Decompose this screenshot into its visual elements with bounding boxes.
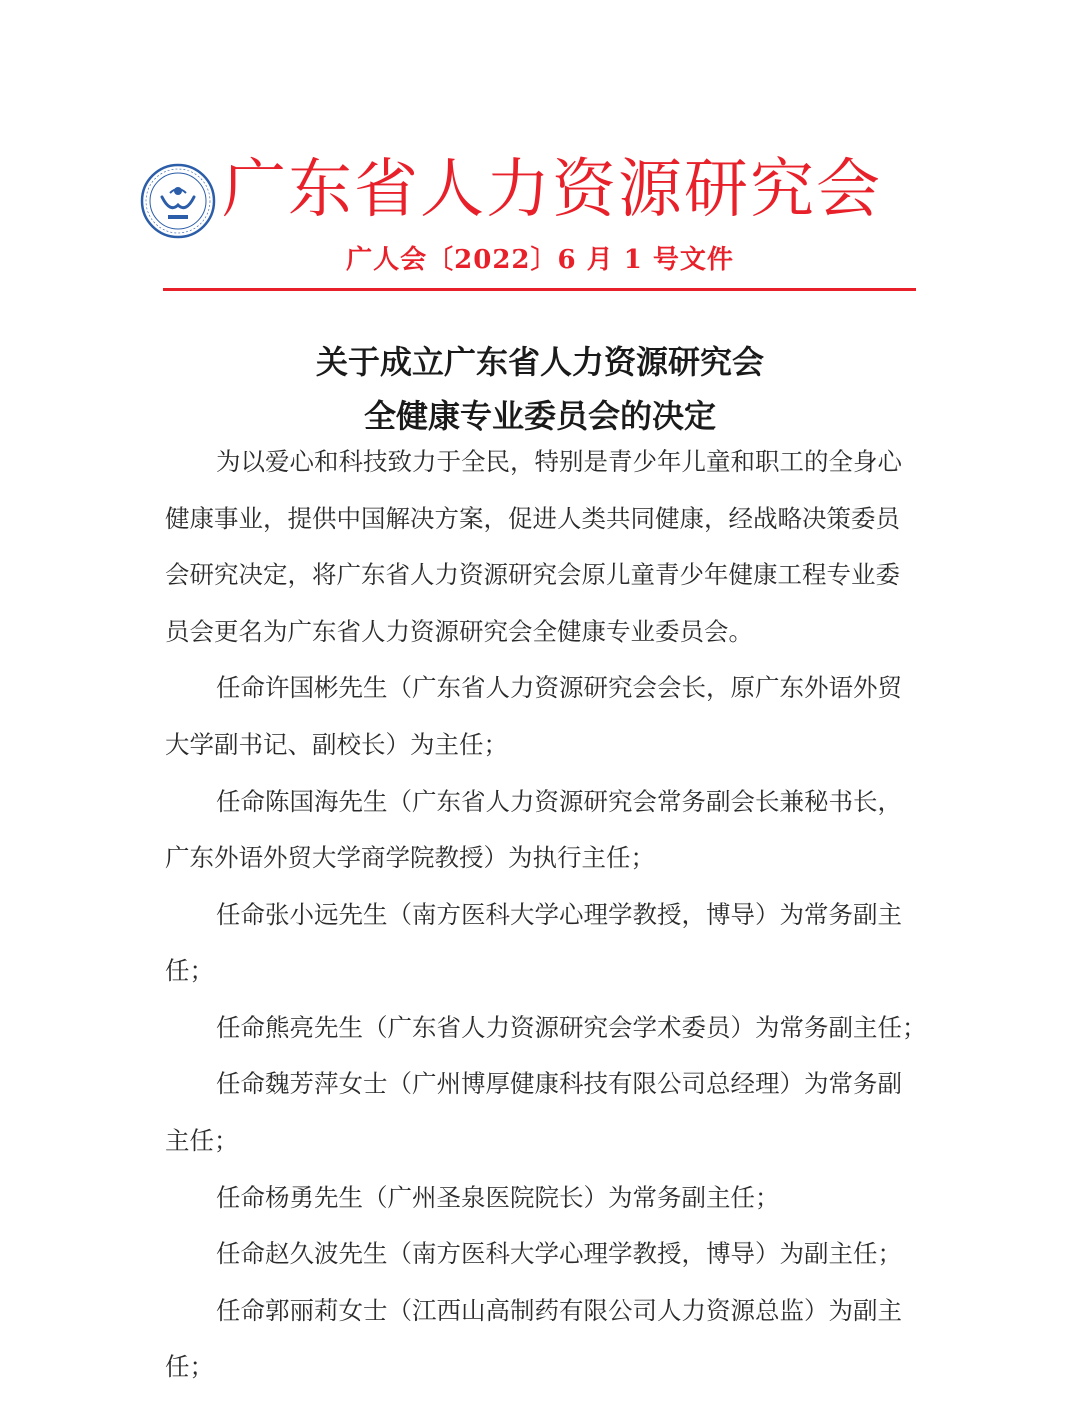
body-line: 任命张小远先生（南方医科大学心理学教授，博导）为常务副主 <box>216 900 902 929</box>
body-line: 任命魏芳萍女士（广州博厚健康科技有限公司总经理）为常务副 <box>216 1069 902 1098</box>
gdhr-logo <box>140 163 216 239</box>
document-number: 广人会〔2022〕6 月 1 号文件 <box>346 245 734 275</box>
body-line: 广东外语外贸大学商学院教授）为执行主任； <box>165 843 655 872</box>
body-line: 任； <box>165 956 214 985</box>
body-line: 健康事业，提供中国解决方案，促进人类共同健康，经战略决策委员 <box>165 504 900 533</box>
org-title: 广东省人力资源研究会 <box>222 153 882 227</box>
body-line: 会研究决定，将广东省人力资源研究会原儿童青少年健康工程专业委 <box>165 560 900 589</box>
body-line: 任； <box>165 1352 214 1381</box>
header-divider <box>163 288 916 291</box>
body-line: 为以爱心和科技致力于全民，特别是青少年儿童和职工的全身心 <box>216 447 902 476</box>
document-title-line-2: 全健康专业委员会的决定 <box>363 397 716 435</box>
body-line: 大学副书记、副校长）为主任； <box>165 730 508 759</box>
body-line: 任命郭丽莉女士（江西山高制药有限公司人力资源总监）为副主 <box>216 1296 902 1325</box>
body-line: 任命杨勇先生（广州圣泉医院院长）为常务副主任； <box>216 1183 780 1212</box>
body-line: 任命赵久波先生（南方医科大学心理学教授，博导）为副主任； <box>216 1239 902 1268</box>
body-line: 任命熊亮先生（广东省人力资源研究会学术委员）为常务副主任； <box>216 1013 927 1042</box>
body-line: 主任； <box>165 1126 239 1155</box>
document-title-line-1: 关于成立广东省人力资源研究会 <box>315 343 764 381</box>
body-line: 任命陈国海先生（广东省人力资源研究会常务副会长兼秘书长， <box>216 787 902 816</box>
body-line: 任命许国彬先生（广东省人力资源研究会会长，原广东外语外贸 <box>216 673 902 702</box>
body-line: 员会更名为广东省人力资源研究会全健康专业委员会。 <box>165 617 753 646</box>
